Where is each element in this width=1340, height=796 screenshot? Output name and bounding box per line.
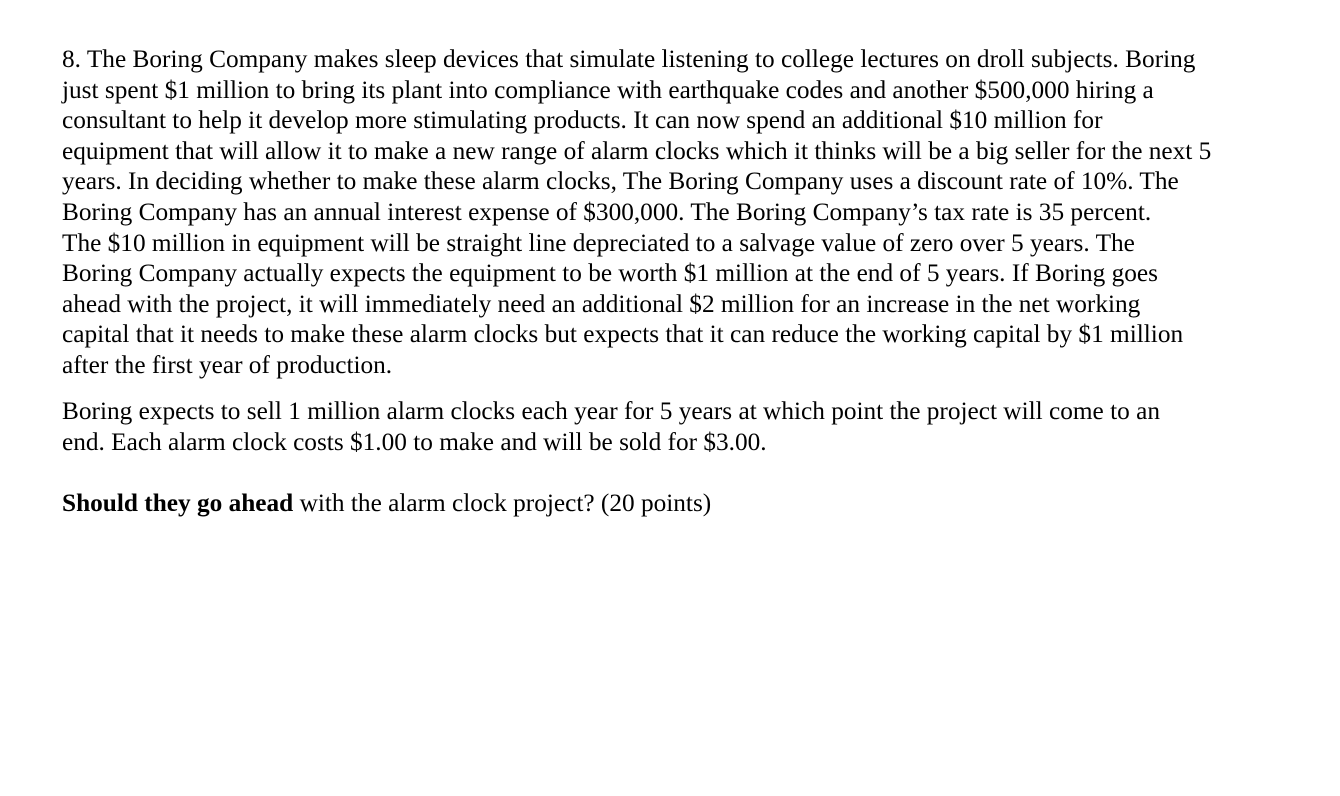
problem-paragraph-2: [62, 396, 1160, 457]
text-line: capital that it needs to make these alarm clocks but expects that it can reduce the working capital by $1 million: [62, 320, 1184, 349]
text-line: The $10 million in equipment will be straight line depreciated to a salvage value of zero over 5 years. The: [62, 228, 1135, 257]
problem-paragraph-1: [62, 44, 1211, 381]
question: [62, 488, 711, 519]
text-line: consultant to help it develop more stimulating products. It can now spend an additional $10 million for: [62, 106, 1103, 135]
text-line: just spent $1 million to bring its plant into compliance with earthquake codes and another $500,000 hiring a: [62, 75, 1154, 104]
question-emphasis: Should they go ahead: [62, 489, 294, 517]
text-line: 8. The Boring Company makes sleep devices that simulate listening to college lectures on droll subjects. Boring: [62, 45, 1196, 73]
text-line: Boring Company has an annual interest expense of $300,000. The Boring Company’s tax rate is 35 percent.: [62, 197, 1152, 226]
text-line: years. In deciding whether to make these alarm clocks, The Boring Company uses a discount rate of 10%. The: [62, 167, 1179, 196]
text-line: Boring expects to sell 1 million alarm clocks each year for 5 years at which point the project will come to an: [62, 397, 1160, 425]
text-line: Boring Company actually expects the equipment to be worth $1 million at the end of 5 years. If Boring goes: [62, 259, 1158, 288]
text-line: after the first year of production.: [62, 350, 393, 379]
text-line: ahead with the project, it will immediately need an additional $2 million for an increase in the net working: [62, 289, 1141, 318]
text-line: end. Each alarm clock costs $1.00 to make and will be sold for $3.00.: [62, 427, 767, 456]
question-text: with the alarm clock project? (20 points): [293, 489, 712, 517]
text-line: equipment that will allow it to make a new range of alarm clocks which it thinks will be a big seller for the next 5: [62, 136, 1212, 165]
